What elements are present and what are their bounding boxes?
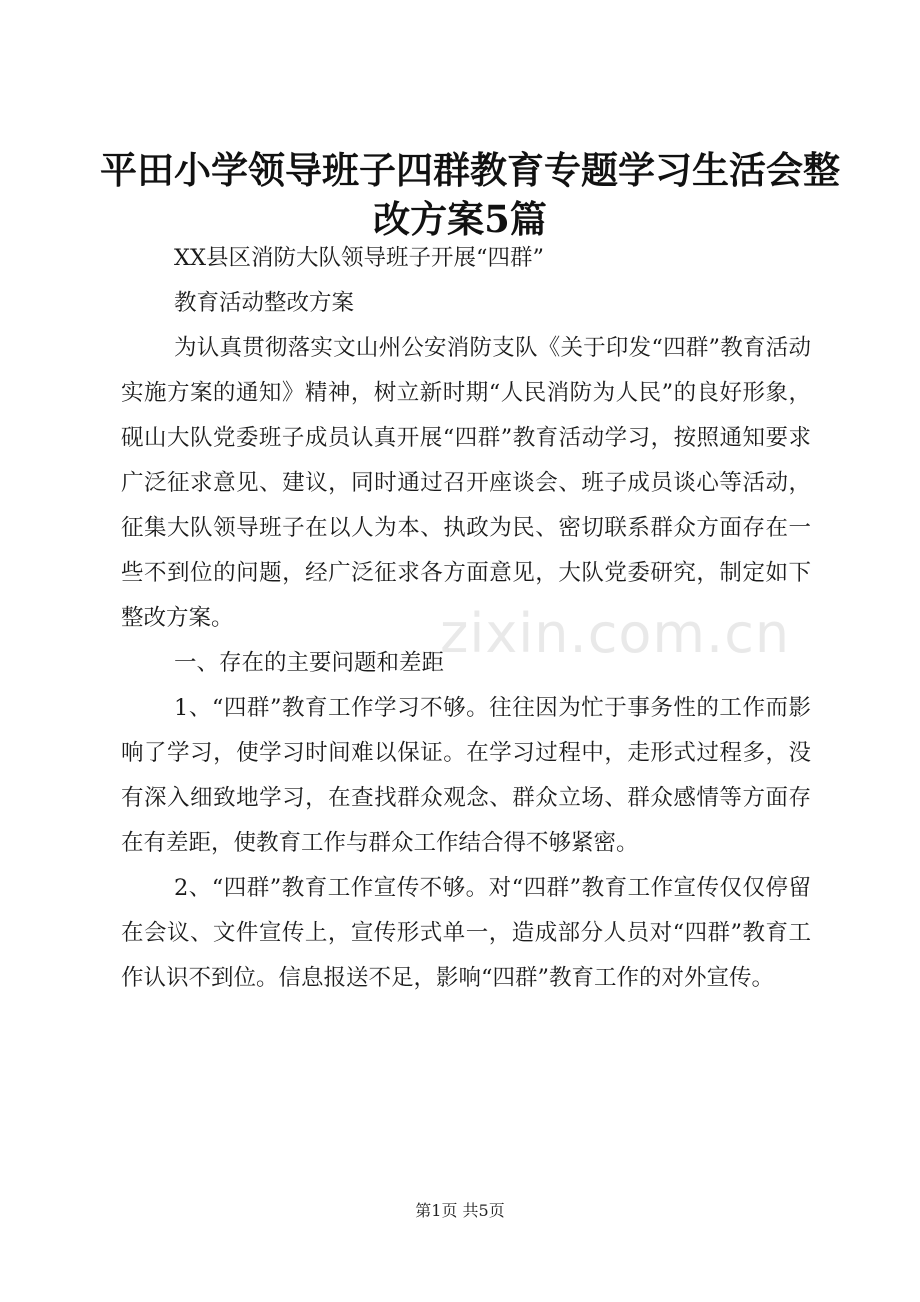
watermark: zixin.com.cn [440, 602, 791, 665]
page-footer: 第1页 共5页 [415, 1201, 505, 1220]
title-line-2: 改方案5篇 [373, 197, 547, 241]
paragraph-intro: 为认真贯彻落实文山州公安消防支队《关于印发“四群”教育活动实施方案的通知》精神，树立新时期“人民消防为人民”的良好形象，砚山大队党委班子成员认真开展“四群”教育活动学习，按照通知要求广泛征求意见、建议，同时通过召开座谈会、班子成员谈心等活动，征集大队领导班子在以人为本、执政为民、密切联系群众方面存在一些不到位的问题，经广泛征求各方面意见，大队党委研究，制定如下整改方案。 [121, 335, 811, 631]
paragraph-item-2: 2、“四群”教育工作宣传不够。对“四群”教育工作宣传仅仅停留在会议、文件宣传上，宣传形式单一，造成部分人员对“四群”教育工作认识不到位。信息报送不足，影响“四群”教育工作的对外宣传。 [121, 875, 811, 991]
document-title [100, 146, 840, 244]
section-heading: 一、存在的主要问题和差距 [174, 650, 445, 676]
paragraph-item-1: 1、“四群”教育工作学习不够。往往因为忙于事务性的工作而影响了学习，使学习时间难以保证。在学习过程中，走形式过程多，没有深入细致地学习，在查找群众观念、群众立场、群众感情等方面存在有差距，使教育工作与群众工作结合得不够紧密。 [121, 695, 811, 856]
document-body [121, 236, 811, 1001]
paragraph-heading-2: 教育活动整改方案 [174, 290, 355, 316]
title-line-1: 平田小学领导班子四群教育专题学习生活会整 [100, 148, 840, 192]
paragraph-heading-1: XX县区消防大队领导班子开展“四群” [174, 245, 545, 271]
